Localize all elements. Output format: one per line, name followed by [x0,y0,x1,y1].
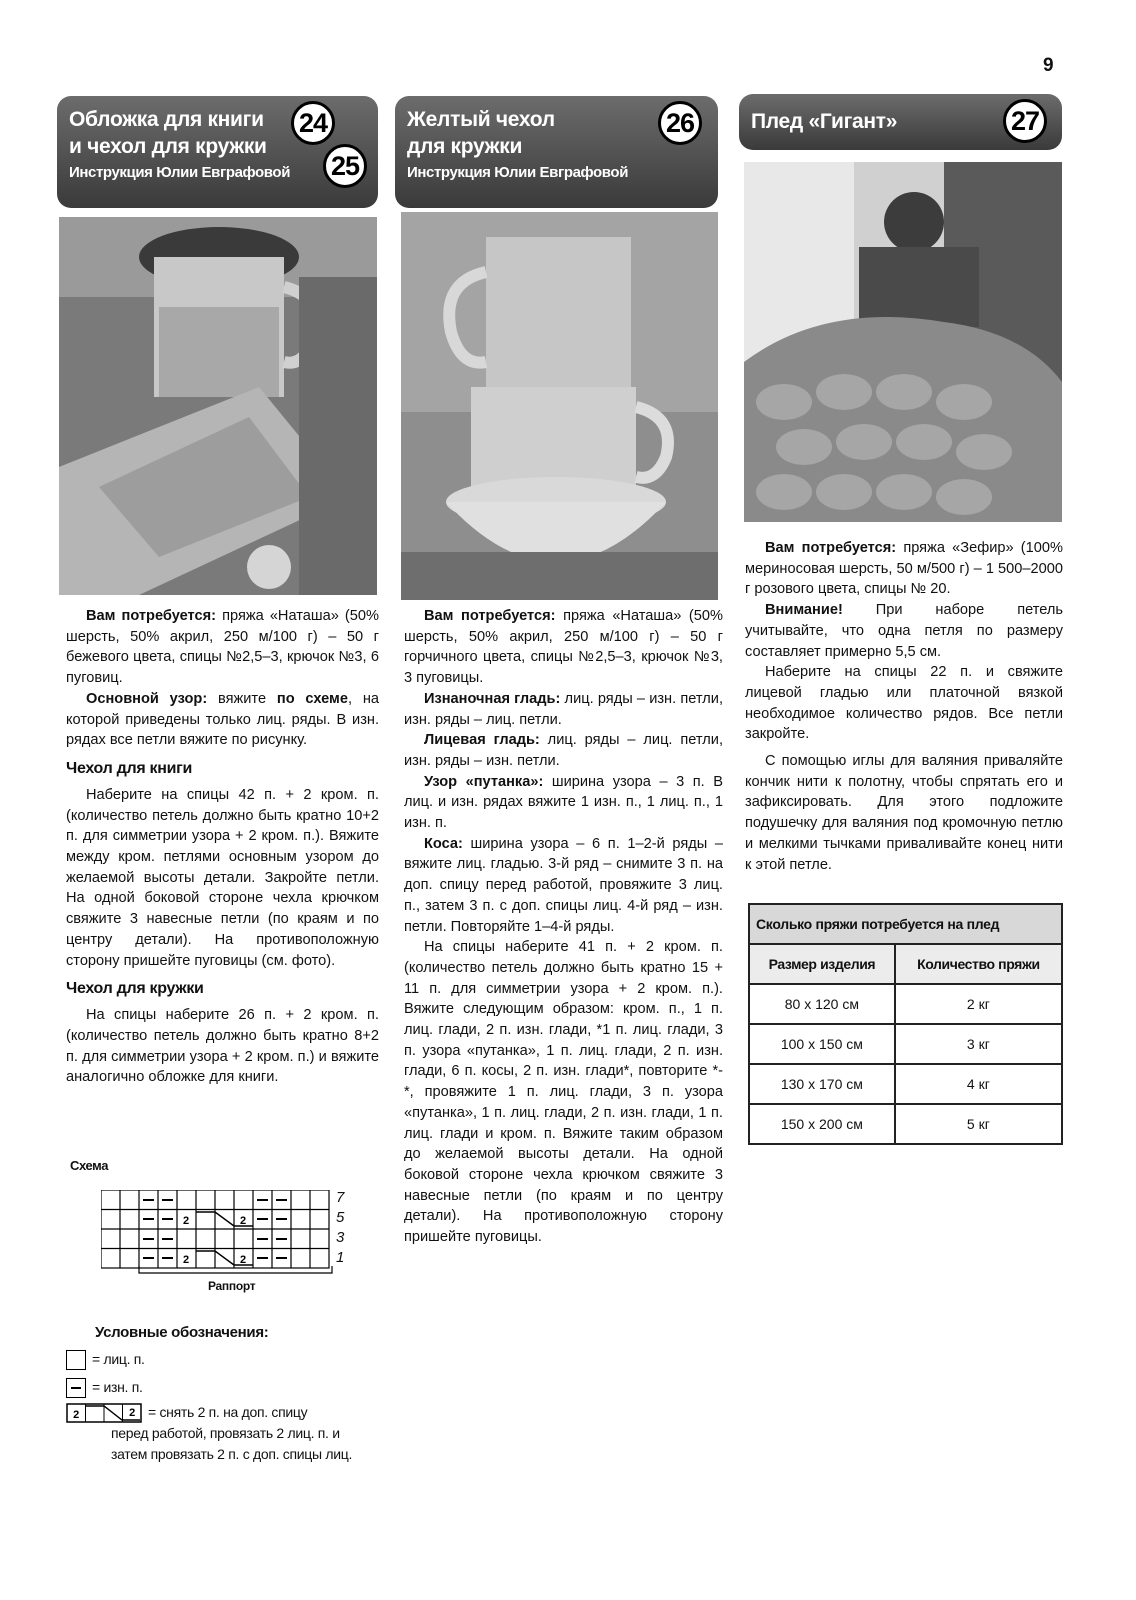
rapport-bracket [138,1266,334,1280]
chart-cross-mark: 2 [239,1215,247,1227]
chart-row-number: 7 [336,1189,345,1206]
header-title-line1: Обложка для книги [69,108,264,131]
materials-label: Вам потребуется: [765,540,897,556]
cable-cross-symbol [66,1403,142,1423]
header-title-line1: Плед «Гигант» [751,110,898,133]
rapport-label: Раппорт [208,1279,256,1293]
column-book-and-mug-instructions [66,606,379,1088]
column-yellow-mug-instructions [404,606,723,1248]
chart-row-numbers [336,1188,344,1268]
mug-cover-instructions: На спицы наберите 26 п. + 2 кром. п. (количество петель должно быть кратно 8+2 п. для симметрии узора + 2 кром. п.) и вяжите аналогично обложке для книги. [66,1007,379,1086]
attention-text: При наборе петель учитывайте, что одна петля по размеру составляет примерно 5,5 см. [745,602,1063,660]
legend-knit [66,1349,145,1370]
materials-paragraph [745,538,1063,600]
materials-label: Вам потребуется: [86,608,217,624]
legend-purl-text: = изн. п. [92,1379,143,1395]
felting-instructions: С помощью иглы для валяния приваляйте кончик нити к полотну, чтобы спрятать его и зафиксировать. Для этого подложите подушечку для валяния под кромочную петлю и мелкими тычками приваливайте конец нити к этой петле. [745,753,1063,873]
legend-cross-text-line3: затем провязать 2 п. с доп. спицы лиц. [111,1446,353,1463]
tangle-pattern-text: ширина узора – 3 п. В лиц. и изн. рядах вяжите 1 изн. п., 1 лиц. п., 1 изн. п. [404,773,724,832]
main-pattern-label: Основной узор: [86,690,208,707]
badge-number-24: 24 [291,101,335,145]
materials-text: пряжа «Наташа» (50% шерсть, 50% акрил, 250 м/100 г) – 50 г горчичного цвета, спицы №2,5–3, крючок №3, 3 пуговицы. [404,608,723,687]
table-caption: Сколько пряжи потребуется на плед [749,904,1062,944]
legend-cross-text-line1: = снять 2 п. на доп. спицу [148,1404,308,1420]
table-row [749,1104,1062,1144]
reverse-stockinette-paragraph [404,689,723,730]
chart-row-number: 1 [336,1249,345,1266]
column-blanket-instructions [745,538,1063,875]
badge-number-27: 27 [1003,99,1047,143]
table-row [749,1064,1062,1104]
table-header-amount: Количество пряжи [895,944,1062,984]
main-pattern-text: вяжите [207,690,277,707]
table-cell-amount: 3 кг [895,1024,1062,1064]
page-number: 9 [1043,55,1054,76]
purl-stitch-symbol [66,1378,86,1398]
main-pattern-paragraph [66,689,379,751]
legend-knit-text: = лиц. п. [92,1351,145,1367]
cable-cross-mark: 2 [129,1407,135,1420]
tangle-pattern-paragraph [404,772,723,834]
attention-paragraph [745,600,1063,662]
materials-text: пряжа «Наташа» (50% шерсть, 50% акрил, 250 м/100 г) – 50 г бежевого цвета, спицы №2,5–3, крючок №3, 6 пуговиц. [66,608,379,687]
tangle-pattern-label: Узор «путанка»: [424,773,544,790]
cable-paragraph [404,834,723,938]
blanket-knit-instructions: Наберите на спицы 22 п. и свяжите лицевой гладью или платочной вязкой необходимое количество рядов. Все петли закройте. [745,664,1063,743]
legend-cross-text-line2: перед работой, провязать 2 лиц. п. и [111,1425,340,1442]
table-cell-size: 150 x 200 см [749,1104,895,1144]
main-pattern-text-rest: , на которой приведены только лиц. ряды. В изн. рядах все петли вяжите по рисунку. [66,690,380,749]
cable-cross-mark: 2 [73,1409,79,1422]
reverse-stockinette-label: Изнаночная гладь: [424,690,561,707]
header-title-line2: для кружки [407,135,523,158]
section-heading-book-cover: Чехол для книги [66,759,193,777]
chart-cross-mark: 2 [182,1254,190,1266]
materials-text: пряжа «Зефир» (100% мериносовая шерсть, 50 м/500 г) – 1 500–2000 г розового цвета, спицы № 20. [745,540,1063,598]
legend-purl [66,1377,143,1398]
table-cell-amount: 2 кг [895,984,1062,1024]
reverse-stockinette-text: лиц. ряды – изн. петли, изн. ряды – лиц. петли. [404,690,723,728]
badge-number-26: 26 [658,101,702,145]
main-pattern-bold: по схеме [276,690,348,707]
yarn-amount-table [748,903,1063,1145]
knit-stitch-symbol [66,1350,86,1370]
table-cell-size: 130 x 170 см [749,1064,895,1104]
photo-mug-and-book-cover [59,217,377,595]
table-cell-amount: 5 кг [895,1104,1062,1144]
section-heading-mug-cover: Чехол для кружки [66,980,204,998]
header-title-line1: Желтый чехол [407,108,555,131]
mug-cover-main-instructions: На спицы наберите 41 п. + 2 кром. п. (количество петель должно быть кратно 15 + 11 п. для симметрии узора + 2 кром. п.). Вяжите следующим образом: кром. п., 1 п. лиц. глади, 2 п. изн. глади, *1 п. лиц. глади, 3 п. узора «путанка», 1 п. лиц. глади, 2 п. изн. глади, 6 п. косы, 2 п. изн. глади*, повторите *-*, провяжите 1 п. лиц. глади, 3 п. узора «путанка», 1 п. лиц. глади, 2 п. изн. глади, 1 п. лиц. глади и кром. п. Вяжите таким образом до желаемой высоты детали. На одной боковой стороне чехла крючком свяжите 3 навесные петли (по краям и по центру детали). На противоположную сторону пришейте пуговицы. [404,939,723,1246]
table-cell-size: 100 x 150 см [749,1024,895,1064]
cable-text: ширина узора – 6 п. 1–2-й ряды – вяжите лиц. гладью. 3-й ряд – снимите 3 п. на доп. спицу перед работой, провяжите 3 лиц. п., затем 3 п. с доп. спицы лиц. 4-й ряд – изн. петли. Повторяйте 1–4-й ряды. [404,835,723,935]
header-subtitle: Инструкция Юлии Евграфовой [407,164,629,181]
table-cell-size: 80 x 120 см [749,984,895,1024]
header-subtitle: Инструкция Юлии Евграфовой [69,164,291,181]
materials-label: Вам потребуется: [424,608,556,624]
stockinette-label: Лицевая гладь: [424,732,540,749]
chart-row-number: 5 [336,1209,345,1226]
materials-paragraph [66,606,379,689]
stockinette-paragraph [404,730,723,771]
schema-title: Схема [70,1158,109,1173]
photo-woman-with-chunky-blanket [744,162,1062,522]
badge-number-25: 25 [323,144,367,188]
chart-row-number: 3 [336,1229,345,1246]
book-cover-instructions: Наберите на спицы 42 п. + 2 кром. п. (количество петель должно быть кратно 10+2 п. для симметрии узора + 2 кром. п.). Вяжите между кром. петлями основным узором до желаемой высоты детали. Закройте петли. На одной боковой стороне чехла крючком свяжите 3 навесные петли (по краям и по центру детали). На противоположную сторону пришейте пуговицы (см. фото). [66,786,379,969]
table-header-size: Размер изделия [749,944,895,984]
chart-cross-mark: 2 [239,1254,247,1266]
legend-cable-cross [66,1402,352,1465]
chart-cross-mark: 2 [182,1215,190,1227]
legend-title: Условные обозначения: [95,1324,269,1341]
table-cell-amount: 4 кг [895,1064,1062,1104]
materials-paragraph [404,606,723,689]
cable-label: Коса: [424,835,463,852]
header-title-line2: и чехол для кружки [69,135,267,158]
knitting-chart-grid [101,1190,331,1270]
table-row [749,1024,1062,1064]
table-row [749,984,1062,1024]
attention-label: Внимание! [765,602,843,619]
photo-stacked-mugs [401,212,718,600]
stockinette-text: лиц. ряды – лиц. петли, изн. ряды – изн. петли. [404,732,723,769]
